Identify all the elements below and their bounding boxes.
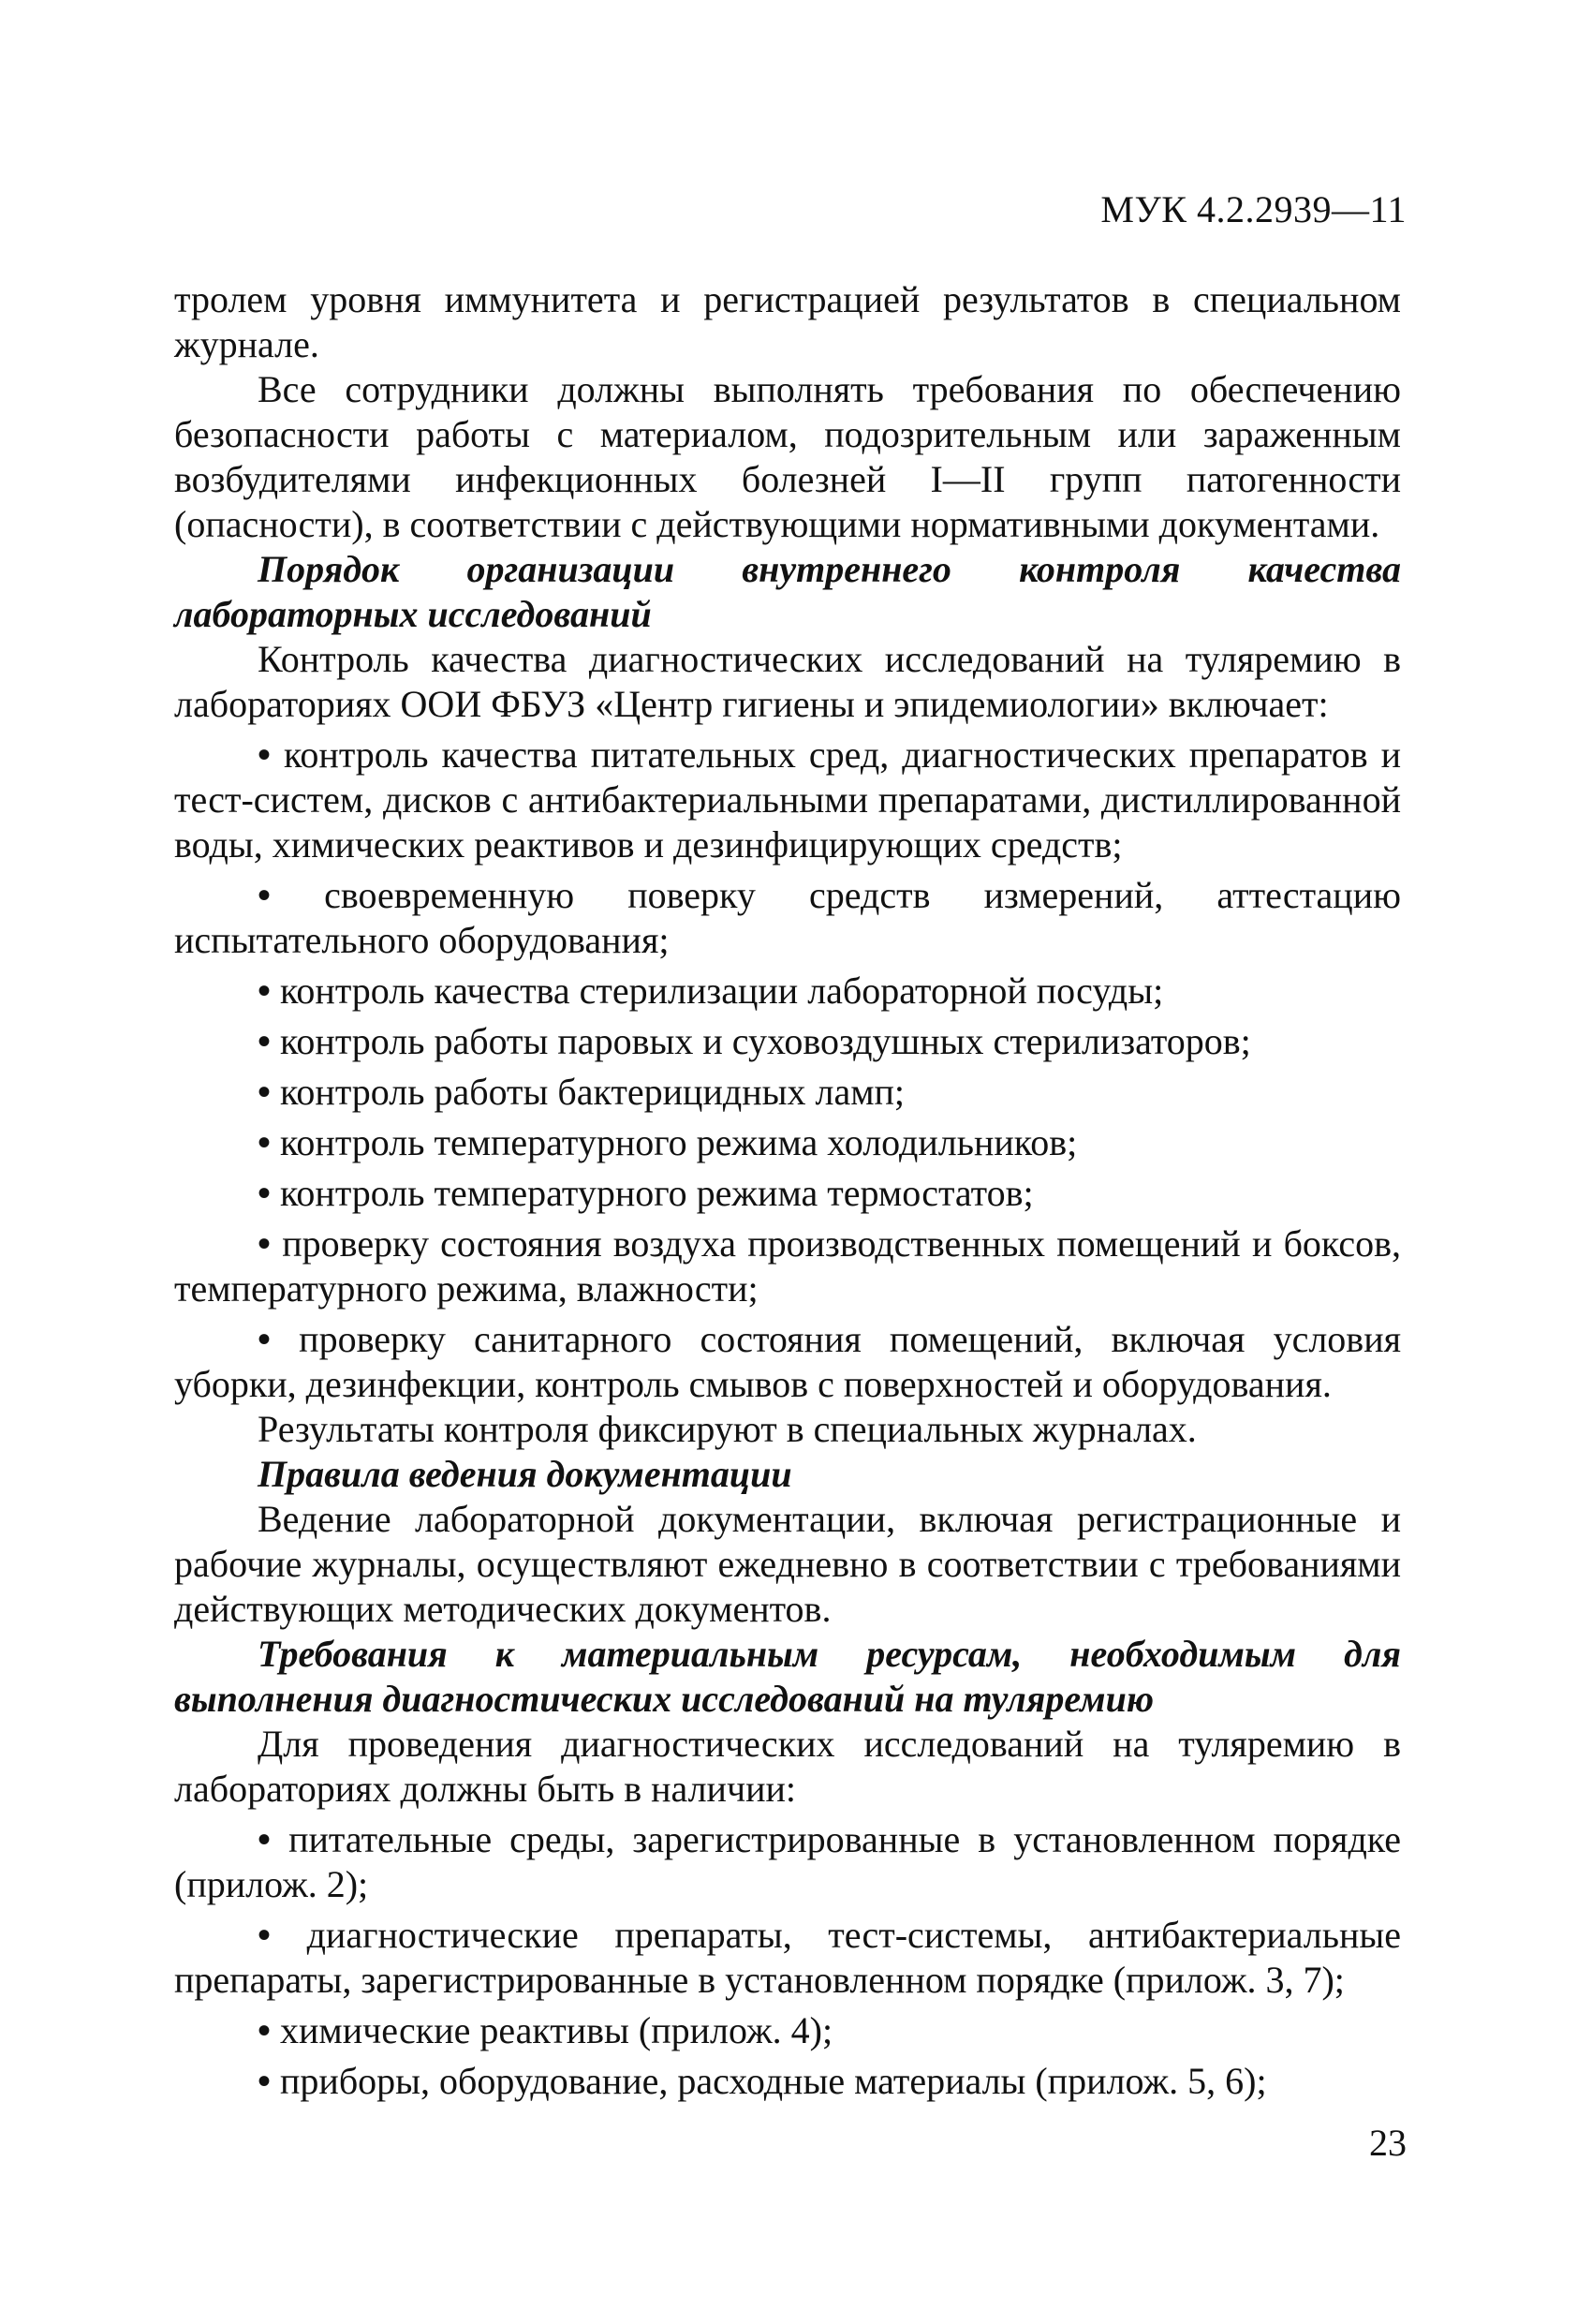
bullet-icon: • [258,1318,272,1360]
bullet-icon: • [258,2060,272,2102]
page-body [174,277,1401,2104]
section-heading: Правила ведения документации [258,1453,792,1495]
bullet-icon: • [258,1818,272,1860]
list-item-text: диагностические препараты, тест-системы, антибактериальные препараты, зарегистрированные в установленном порядке (прилож. 3, 7); [174,1914,1401,2001]
bullet-icon: • [258,1020,272,1062]
list-item [174,1817,1401,1907]
bullet-icon: • [258,1222,272,1265]
list-item [174,733,1401,867]
list-item [174,2008,1401,2053]
document-code: МУК 4.2.2939—11 [1100,188,1407,230]
list-item-text: проверку санитарного состояния помещений, включая условия уборки, дезинфекции, контроль смывов с поверхностей и оборудования. [174,1318,1401,1405]
list-item-text: питательные среды, зарегистрированные в установленном порядке (прилож. 2); [174,1818,1401,1905]
list-item [174,1317,1401,1407]
paragraph: Все сотрудники должны выполнять требования по обеспечению безопасности работы с материалом, подозрительным или зараженным возбудителями инфекционных болезней I—II групп патогенности (опасности), в соответствии с действующими нормативными документами. [174,368,1401,545]
list-item-text: контроль работы паровых и суховоздушных стерилизаторов; [280,1020,1251,1062]
list-item [174,969,1401,1014]
list-item [174,2059,1401,2104]
list-item-text: проверку состояния воздуха производственных помещений и боксов, температурного режима, влажности; [174,1222,1402,1310]
paragraph: Ведение лабораторной документации, включая регистрационные и рабочие журналы, осуществляют ежедневно в соответствии с требованиями действующих методических документов. [174,1498,1401,1630]
list-item-text: химические реактивы (прилож. 4); [280,2009,833,2051]
section-heading: Порядок организации внутреннего контроля качества лабораторных исследований [174,548,1401,635]
bullet-icon: • [258,1914,272,1956]
paragraph: тролем уровня иммунитета и регистрацией результатов в специальном журнале. [174,278,1401,365]
list-item [174,1171,1401,1216]
list-item [174,873,1401,963]
bullet-icon: • [258,1071,272,1113]
list-item [174,1070,1401,1115]
list-item-text: контроль температурного режима термостатов; [280,1172,1034,1214]
list-item [174,1120,1401,1165]
bullet-icon: • [258,874,272,916]
bullet-icon: • [258,733,272,776]
paragraph: Результаты контроля фиксируют в специальных журналах. [258,1408,1197,1450]
list-item [174,1019,1401,1064]
bullet-icon: • [258,1172,272,1214]
list-item [174,1221,1401,1311]
list-item-text: контроль работы бактерицидных ламп; [280,1071,906,1113]
bullet-icon: • [258,970,272,1012]
bullet-icon: • [258,1121,272,1163]
paragraph: Контроль качества диагностических исследований на туляремию в лабораториях ООИ ФБУЗ «Центр гигиены и эпидемиологии» включает: [174,638,1401,725]
bullet-icon: • [258,2009,272,2051]
list-item-text: контроль качества стерилизации лабораторной посуды; [280,970,1164,1012]
list-item-text: контроль качества питательных сред, диагностических препаратов и тест-систем, дисков с антибактериальными препаратами, дистиллированной воды, химических реактивов и дезинфицирующих средств; [174,733,1402,866]
section-heading: Требования к материальным ресурсам, необходимым для выполнения диагностических исследований на туляремию [174,1633,1401,1720]
list-item-text: своевременную поверку средств измерений, аттестацию испытательного оборудования; [174,874,1401,961]
list-item [174,1913,1401,2003]
list-item-text: приборы, оборудование, расходные материалы (прилож. 5, 6); [280,2060,1267,2102]
paragraph: Для проведения диагностических исследований на туляремию в лабораториях должны быть в наличии: [174,1723,1401,1810]
page-number: 23 [1369,2122,1407,2164]
list-item-text: контроль температурного режима холодильников; [280,1121,1078,1163]
